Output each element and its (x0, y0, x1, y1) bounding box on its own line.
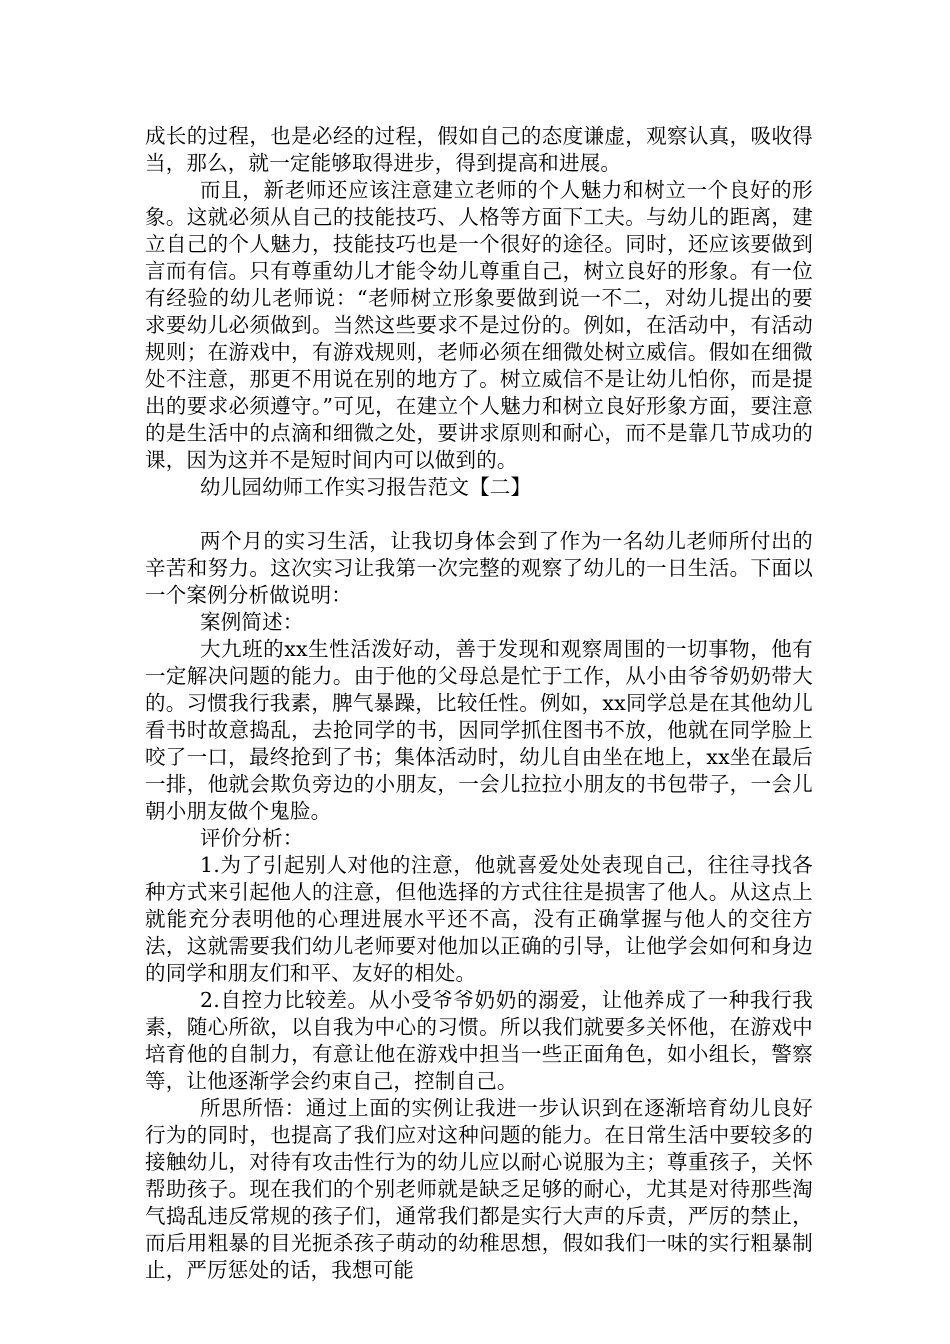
paragraph-2: 而且，新老师还应该注意建立老师的个人魅力和树立一个良好的形象。这就必须从自己的技能技巧、人格等方面下工夫。与幼儿的距离，建立自己的个人魅力，技能技巧也是一个很好的途径。同时，还应该要做到言而有信。只有尊重幼儿才能令幼儿尊重自己，树立良好的形象。有一位有经验的幼儿老师说：“老师树立形象要做到说一不二，对幼儿提出的要求要幼儿必须做到。当然这些要求不是过份的。例如，在活动中，有活动规则；在游戏中，有游戏规则，老师必须在细微处树立威信。假如在细微处不注意，那更不用说在别的地方了。树立威信不是让幼儿怕你，而是提出的要求必须遵守。”可见，在建立个人魅力和树立良好形象方面，要注意的是生活中的点滴和细微之处，要讲求原则和耐心，而不是靠几节成功的课，因为这并不是短时间内可以做到的。 (145, 178, 813, 472)
paragraph-case-summary: 大九班的xx生性活泼好动，善于发现和观察周围的一切事物，他有一定解决问题的能力。由于他的父母总是忙于工作，从小由爷爷奶奶带大的。习惯我行我素，脾气暴躁，比较任性。例如，xx同学总是在其他幼儿看书时故意捣乱，去抢同学的书，因同学抓住图书不放，他就在同学脸上咬了一口，最终抢到了书；集体活动时，幼儿自由坐在地上，xx坐在最后一排，他就会欺负旁边的小朋友，一会儿拉拉小朋友的书包带子，一会儿朝小朋友做个鬼脸。 (145, 637, 813, 823)
paragraph-analysis-1: 1.为了引起别人对他的注意，他就喜爱处处表现自己，往往寻找各种方式来引起他人的注意，但他选择的方式往往是损害了他人。从这点上就能充分表明他的心理进展水平还不高，没有正确掌握与他人的交往方法，这就需要我们幼儿老师要对他加以正确的引导，让他学会如何和身边的同学和朋友们和平、友好的相处。 (145, 853, 813, 985)
paragraph-1: 成长的过程，也是必经的过程，假如自己的态度谦虚，观察认真，吸收得当，那么，就一定能够取得进步，得到提高和进展。 (145, 124, 813, 175)
paragraph-3: 两个月的实习生活，让我切身体会到了作为一名幼儿老师所付出的辛苦和努力。这次实习让我第一次完整的观察了幼儿的一日生活。下面以一个案例分析做说明： (145, 529, 813, 607)
paragraph-analysis-2: 2.自控力比较差。从小受爷爷奶奶的溺爱，让他养成了一种我行我素，随心所欲，以自我为中心的习惯。所以我们就要多关怀他，在游戏中培育他的自制力，有意让他在游戏中担当一些正面角色，如小组长，警察等，让他逐渐学会约束自己，控制自己。 (145, 988, 813, 1093)
paragraph-reflection: 所思所悟：通过上面的实例让我进一步认识到在逐渐培育幼儿良好行为的同时，也提高了我们应对这种问题的能力。在日常生活中要较多的接触幼儿，对待有攻击性行为的幼儿应以耐心说服为主；尊重孩子，关怀帮助孩子。现在我们的个别老师就是缺乏足够的耐心，尤其是对待那些淘气捣乱违反常规的孩子们，通常我们都是实行大声的斥责，严厉的禁止，而后用粗暴的目光扼杀孩子萌动的幼稚思想，假如我们一味的实行粗暴制止，严厉惩处的话，我想可能 (145, 1096, 813, 1282)
paragraph-analysis-label: 评价分析： (200, 826, 304, 850)
paragraph-case-summary-label: 案例简述： (200, 610, 304, 634)
document-body (145, 123, 813, 1284)
section-heading: 幼儿园幼师工作实习报告范文【二】 (200, 475, 532, 499)
blank-line (145, 501, 813, 528)
